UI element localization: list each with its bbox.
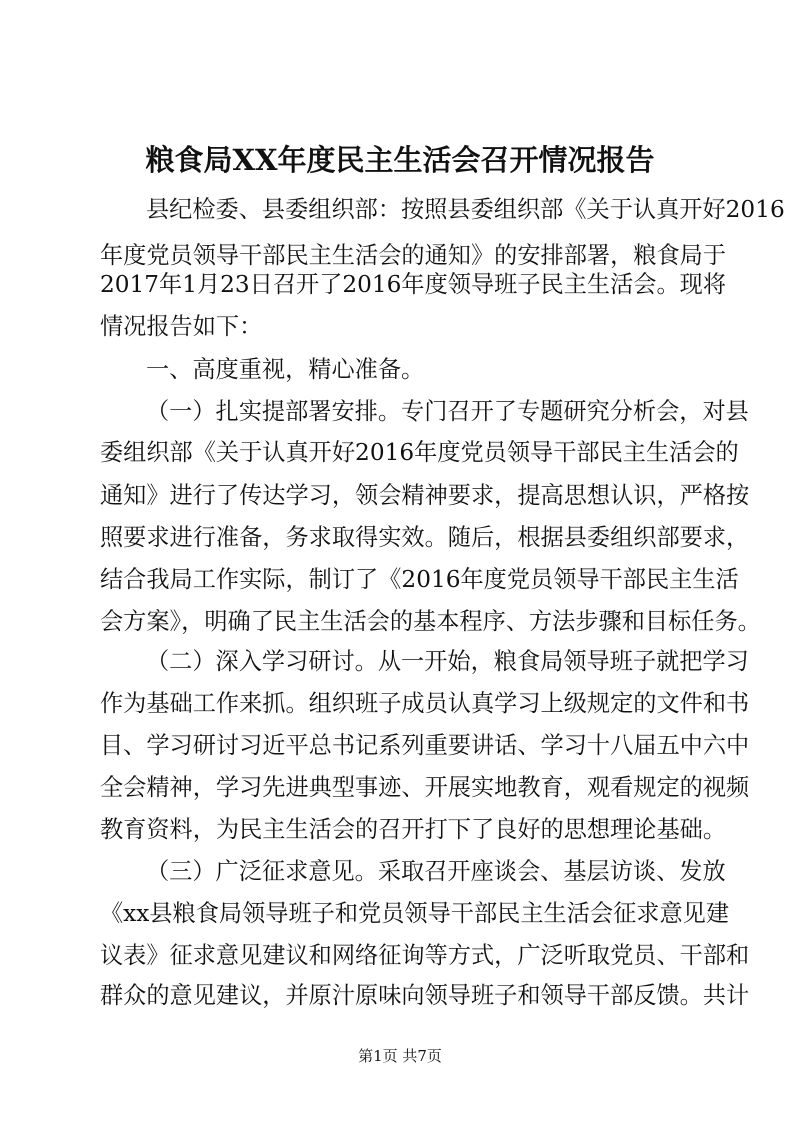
body-line: 教育资料，为民主生活会的召开打下了良好的思想理论基础。 xyxy=(100,816,727,843)
body-line: 年度党员领导干部民主生活会的通知》的安排部署，粮食局于 xyxy=(100,242,727,269)
body-line: 目、学习研讨习近平总书记系列重要讲话、学习十八届五中六中 xyxy=(100,732,750,759)
body-line: 2017年1月23日召开了2016年度领导班子民主生活会。现将 xyxy=(100,271,727,298)
body-line: （三）广泛征求意见。采取召开座谈会、基层访谈、发放 xyxy=(146,858,726,885)
body-line: 通知》进行了传达学习，领会精神要求，提高思想认识，严格按 xyxy=(100,482,750,509)
body-line: 照要求进行准备，务求取得实效。随后，根据县委组织部要求， xyxy=(100,524,750,551)
section-heading: 一、高度重视，精心准备。 xyxy=(146,356,425,383)
body-line: 委组织部《关于认真开好2016年度党员领导干部民主生活会的 xyxy=(100,439,739,466)
page-number-footer: 第1页 共7页 xyxy=(358,1047,442,1065)
body-line: 作为基础工作来抓。组织班子成员认真学习上级规定的文件和书 xyxy=(100,690,750,717)
body-line: 会方案》，明确了民主生活会的基本程序、方法步骤和目标任务。 xyxy=(100,608,761,635)
body-line: 情况报告如下： xyxy=(100,313,263,340)
body-line: 《xx县粮食局领导班子和党员领导干部民主生活会征求意见建 xyxy=(100,900,730,927)
body-line: 全会精神，学习先进典型事迹、开展实地教育，观看规定的视频 xyxy=(100,774,750,801)
body-line: 议表》征求意见建议和网络征询等方式，广泛听取党员、干部和 xyxy=(100,942,750,969)
body-line: （一）扎实提部署安排。专门召开了专题研究分析会，对县 xyxy=(146,398,749,425)
body-line: （二）深入学习研讨。从一开始，粮食局领导班子就把学习 xyxy=(146,648,749,675)
body-line: 结合我局工作实际，制订了《2016年度党员领导干部民主生活 xyxy=(100,566,739,593)
body-line: 群众的意见建议，并原汁原味向领导班子和领导干部反馈。共计 xyxy=(100,982,750,1009)
body-line: 县纪检委、县委组织部：按照县委组织部《关于认真开好2016 xyxy=(146,196,785,223)
document-title: 粮食局XX年度民主生活会召开情况报告 xyxy=(145,143,655,177)
